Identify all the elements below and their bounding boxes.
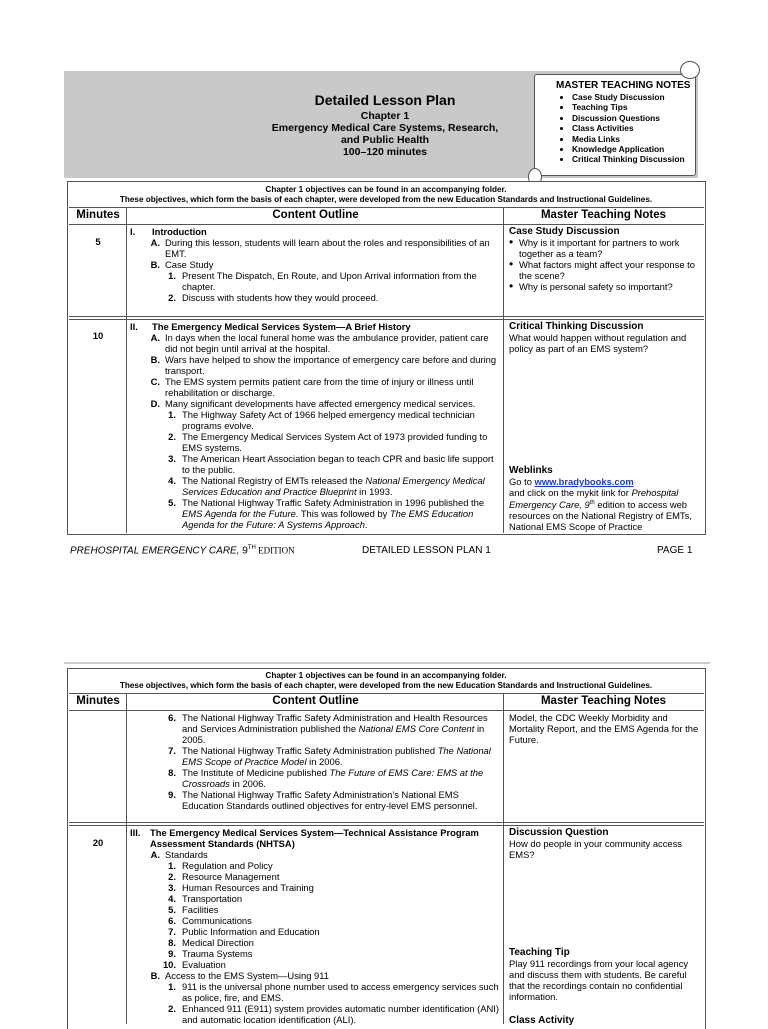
- divider: [503, 207, 504, 533]
- outline-item: [130, 292, 500, 303]
- mtn-item: • Teaching Tips: [572, 102, 691, 112]
- notes-bullet-text: Why is it important for partners to work together as a team?: [519, 237, 680, 259]
- notes-heading: Discussion Question: [509, 827, 609, 838]
- notes-text: How do people in your community access EMS?: [509, 838, 682, 860]
- content-outline-continued: [130, 712, 500, 811]
- outline-text: 911 is the universal phone number used to access emergency services such as police, fire, and EMS.: [182, 981, 499, 1003]
- outline-text: The National Highway Traffic Safety Administration’s National EMS Education Standards outlined objectives for entry-level EMS personnel.: [182, 789, 478, 811]
- content-outline-row2: [130, 321, 500, 530]
- notes-row2-critical-thinking: [509, 321, 699, 354]
- mtn-item: • Critical Thinking Discussion: [572, 154, 691, 164]
- outline-heading-text: The Emergency Medical Services System—A Brief History: [152, 321, 411, 332]
- outline-item: 2. Resource Management: [168, 871, 280, 882]
- mtn-heading: MASTER TEACHING NOTES: [556, 80, 691, 91]
- chapter-title-line-2: and Public Health: [340, 134, 430, 146]
- divider: [69, 822, 704, 823]
- footer-left: PREHOSPITAL EMERGENCY CARE, 9TH EDITION: [70, 545, 295, 557]
- mtn-list: [556, 92, 691, 165]
- outline-text: Wars have helped to show the importance of emergency care before and during transport.: [165, 354, 497, 376]
- mtn-item: • Class Activities: [572, 123, 691, 133]
- divider: [503, 693, 504, 1024]
- objectives-line-1: Chapter 1 objectives can be found in an accompanying folder.: [265, 185, 507, 194]
- divider: [126, 693, 127, 1024]
- page-title: Detailed Lesson Plan: [314, 92, 456, 108]
- outline-item: [130, 259, 500, 270]
- notes-bullet-text: What factors might affect your response to the scene?: [519, 259, 695, 281]
- outline-heading-text: Introduction: [152, 226, 207, 237]
- outline-text: Present The Dispatch, En Route, and Upon Arrival information from the chapter.: [182, 270, 477, 292]
- objectives-line-2: These objectives, which form the basis of each chapter, were developed from the new Education Standards and Instructional Guidelines.: [119, 195, 653, 204]
- outline-item: 7. Public Information and Education: [168, 926, 320, 937]
- outline-text: Human Resources and Training: [182, 882, 314, 893]
- col-header-minutes: Minutes: [76, 695, 120, 707]
- outline-text: Public Information and Education: [182, 926, 320, 937]
- outline-item: 8. Medical Direction: [168, 937, 254, 948]
- divider: [69, 825, 704, 826]
- outline-heading-text: The Emergency Medical Services System—Technical Assistance Program Assessment Standards (NHTSA): [150, 827, 479, 849]
- notes-text: What would happen without regulation and policy as part of an EMS system?: [509, 332, 687, 354]
- outline-item: 3. The American Heart Association began to teach CPR and basic life support to the public.: [130, 453, 500, 475]
- notes-heading: Case Study Discussion: [509, 226, 620, 237]
- outline-item: 4. The National Registry of EMTs released the National Emergency Medical Services Education and Practice Blueprint in 1993.: [130, 475, 500, 497]
- mtn-item: • Case Study Discussion: [572, 92, 691, 102]
- notes-class-activity: [509, 1015, 699, 1026]
- outline-item: A. In days when the local funeral home was the ambulance provider, patient care did not begin until arrival at the hospital.: [130, 332, 500, 354]
- outline-heading: [130, 321, 500, 332]
- chapter-number: Chapter 1: [360, 110, 410, 122]
- outline-text: The Institute of Medicine published The Future of EMS Care: EMS at the Crossroads in 2006.: [182, 767, 484, 789]
- notes-heading: Weblinks: [509, 465, 553, 476]
- outline-text: The National Highway Traffic Safety Administration published The National EMS Scope of Practice Model in 2006.: [182, 745, 491, 767]
- outline-text: Enhanced 911 (E911) system provides automatic number identification (ANI) and automatic location identification (ALI).: [182, 1003, 499, 1025]
- outline-text: During this lesson, students will learn about the roles and responsibilities of an EMT.: [165, 237, 490, 259]
- lesson-title-block: [230, 92, 540, 158]
- outline-item: B. Access to the EMS System—Using 911: [150, 970, 329, 981]
- content-outline-row1: [130, 226, 500, 303]
- outline-text: Evaluation: [182, 959, 226, 970]
- outline-item: 1. The Highway Safety Act of 1966 helped emergency medical technician programs evolve.: [130, 409, 500, 431]
- page-separator: [64, 662, 710, 664]
- outline-letter: B.: [150, 259, 160, 270]
- outline-text: Standards: [165, 849, 208, 860]
- col-header-content: Content Outline: [272, 695, 359, 707]
- outline-number: 1.: [168, 270, 176, 281]
- notes-bullet: • Why is it important for partners to work together as a team?: [509, 237, 699, 259]
- divider: [69, 316, 704, 317]
- outline-item: A. Standards: [150, 849, 208, 860]
- outline-text: The National Highway Traffic Safety Administration and Health Resources and Services Administration published the National EMS Core Content in 2005.: [182, 712, 488, 745]
- outline-item: [130, 237, 500, 259]
- outline-text: Trauma Systems: [182, 948, 253, 959]
- bradybooks-link[interactable]: www.bradybooks.com: [534, 476, 634, 487]
- outline-text: Medical Direction: [182, 937, 254, 948]
- col-header-notes: Master Teaching Notes: [540, 695, 667, 707]
- notes-bullet: • What factors might affect your response to the scene?: [509, 259, 699, 281]
- outline-item: 5. The National Highway Traffic Safety Administration in 1996 published the EMS Agenda for the Future. This was followed by The EMS Education Agenda for the Future: A Systems Approach.: [130, 497, 500, 530]
- notes-text: and click on the mykit link for Prehospital Emergency Care, 9th edition to access web resources on the National Registry of EMTs, National EMS Scope of Practice: [509, 487, 692, 533]
- footer-book-title: PREHOSPITAL EMERGENCY CARE,: [70, 545, 240, 557]
- notes-discussion-question: [509, 827, 699, 860]
- divider: [126, 207, 127, 533]
- outline-item: 7. The National Highway Traffic Safety Administration published The National EMS Scope of Practice Model in 2006.: [130, 745, 500, 767]
- scroll-curl-top: [680, 61, 700, 79]
- outline-text: In days when the local funeral home was the ambulance provider, patient care did not begin until arrival at the hospital.: [165, 332, 489, 354]
- notes-bullet: • Why is personal safety so important?: [509, 279, 673, 293]
- notes-heading: Critical Thinking Discussion: [509, 321, 644, 332]
- footer-page-number: PAGE 1: [657, 545, 693, 556]
- outline-item: 6. The National Highway Traffic Safety Administration and Health Resources and Services Administration published the National EMS Core Content in 2005.: [130, 712, 500, 745]
- outline-item: C. The EMS system permits patient care from the time of injury or illness until rehabilitation or discharge.: [130, 376, 500, 398]
- outline-item: 2. The Emergency Medical Services System Act of 1973 provided funding to EMS systems.: [130, 431, 500, 453]
- row-minutes: 5: [95, 237, 101, 248]
- outline-number: I.: [130, 226, 136, 237]
- col-header-content: Content Outline: [272, 209, 359, 221]
- chapter-title-line-1: Emergency Medical Care Systems, Research,: [271, 122, 499, 134]
- outline-letter: A.: [150, 237, 160, 248]
- notes-heading: Teaching Tip: [509, 947, 570, 958]
- notes-teaching-tip: [509, 947, 701, 1002]
- outline-item: 1. 911 is the universal phone number used to access emergency services such as police, fire, and EMS.: [168, 981, 499, 1003]
- outline-item: 9. The National Highway Traffic Safety Administration’s National EMS Education Standards outlined objectives for entry-level EMS personnel.: [130, 789, 500, 811]
- col-header-notes: Master Teaching Notes: [540, 209, 667, 221]
- outline-text: Transportation: [182, 893, 243, 904]
- divider: [69, 319, 704, 320]
- notes-text: Play 911 recordings from your local agency and discuss them with students. Be careful that the recordings contain no confidential information.: [509, 958, 689, 1002]
- outline-text: Access to the EMS System—Using 911: [165, 970, 329, 981]
- outline-number: 2.: [168, 292, 176, 303]
- outline-item: 9. Trauma Systems: [168, 948, 253, 959]
- outline-text: Case Study: [165, 259, 214, 270]
- divider: [69, 693, 704, 694]
- outline-text: Facilities: [182, 904, 219, 915]
- col-header-minutes: Minutes: [76, 209, 120, 221]
- divider: [69, 224, 704, 225]
- outline-text: Discuss with students how they would proceed.: [182, 292, 379, 303]
- outline-item: 4. Transportation: [168, 893, 243, 904]
- outline-text: Communications: [182, 915, 252, 926]
- mtn-item: • Knowledge Application: [572, 144, 691, 154]
- outline-item: 6. Communications: [168, 915, 252, 926]
- mtn-item: • Discussion Questions: [572, 113, 691, 123]
- divider: [69, 207, 704, 208]
- row-minutes: 10: [92, 331, 104, 342]
- outline-text: Regulation and Policy: [182, 860, 273, 871]
- objectives-note: [70, 671, 702, 691]
- outline-item: 1. Regulation and Policy: [168, 860, 273, 871]
- lesson-duration: 100–120 minutes: [342, 146, 428, 158]
- notes-continued: Model, the CDC Weekly Morbidity and Mortality Report, and the EMS Agenda for the Future.: [509, 712, 699, 745]
- row-minutes: 20: [92, 838, 104, 849]
- outline-text: The EMS system permits patient care from the time of injury or illness until rehabilitation or discharge.: [165, 376, 474, 398]
- outline-item: 10. Evaluation: [162, 959, 226, 970]
- outline-item: B. Wars have helped to show the importance of emergency care before and during transport.: [130, 354, 500, 376]
- objectives-line-2: These objectives, which form the basis of each chapter, were developed from the new Education Standards and Instructional Guidelines.: [119, 681, 653, 690]
- outline-text: Many significant developments have affected emergency medical services.: [165, 398, 476, 409]
- outline-item: 3. Human Resources and Training: [168, 882, 314, 893]
- outline-item: D. Many significant developments have affected emergency medical services.: [150, 398, 476, 409]
- outline-text: The American Heart Association began to teach CPR and basic life support to the public.: [182, 453, 494, 475]
- notes-row2-weblinks: [509, 465, 701, 532]
- mtn-item: • Media Links: [572, 134, 691, 144]
- notes-heading: Class Activity: [509, 1015, 575, 1026]
- outline-text: The National Highway Traffic Safety Administration in 1996 published the EMS Agenda for the Future. This was followed by The EMS Education Agenda for the Future: A Systems Approach.: [182, 497, 485, 530]
- outline-item: [130, 270, 500, 292]
- outline-number: II.: [130, 321, 138, 332]
- outline-text: The Highway Safety Act of 1966 helped emergency medical technician programs evolve.: [182, 409, 475, 431]
- objectives-note: [70, 185, 702, 205]
- notes-text: Go to www.bradybooks.com: [509, 476, 634, 487]
- content-outline-row3: [130, 827, 500, 1025]
- outline-heading: [130, 827, 500, 849]
- outline-number: III.: [130, 827, 141, 838]
- outline-text: The Emergency Medical Services System Act of 1973 provided funding to EMS systems.: [182, 431, 488, 453]
- master-teaching-notes-box: [556, 80, 691, 165]
- outline-item: 8. The Institute of Medicine published The Future of EMS Care: EMS at the Crossroads in 2006.: [130, 767, 500, 789]
- outline-item: 5. Facilities: [168, 904, 219, 915]
- divider: [69, 710, 704, 711]
- outline-text: The National Registry of EMTs released the National Emergency Medical Services Education and Practice Blueprint in 1993.: [182, 475, 485, 497]
- outline-text: Resource Management: [182, 871, 280, 882]
- outline-item: 2. Enhanced 911 (E911) system provides automatic number identification (ANI) and automatic location identification (ALI).: [168, 1003, 499, 1025]
- notes-row1: [509, 226, 699, 292]
- outline-heading: [130, 226, 500, 237]
- footer-center: DETAILED LESSON PLAN 1: [362, 545, 491, 556]
- notes-bullet-text: Why is personal safety so important?: [519, 281, 673, 292]
- objectives-line-1: Chapter 1 objectives can be found in an accompanying folder.: [265, 671, 507, 680]
